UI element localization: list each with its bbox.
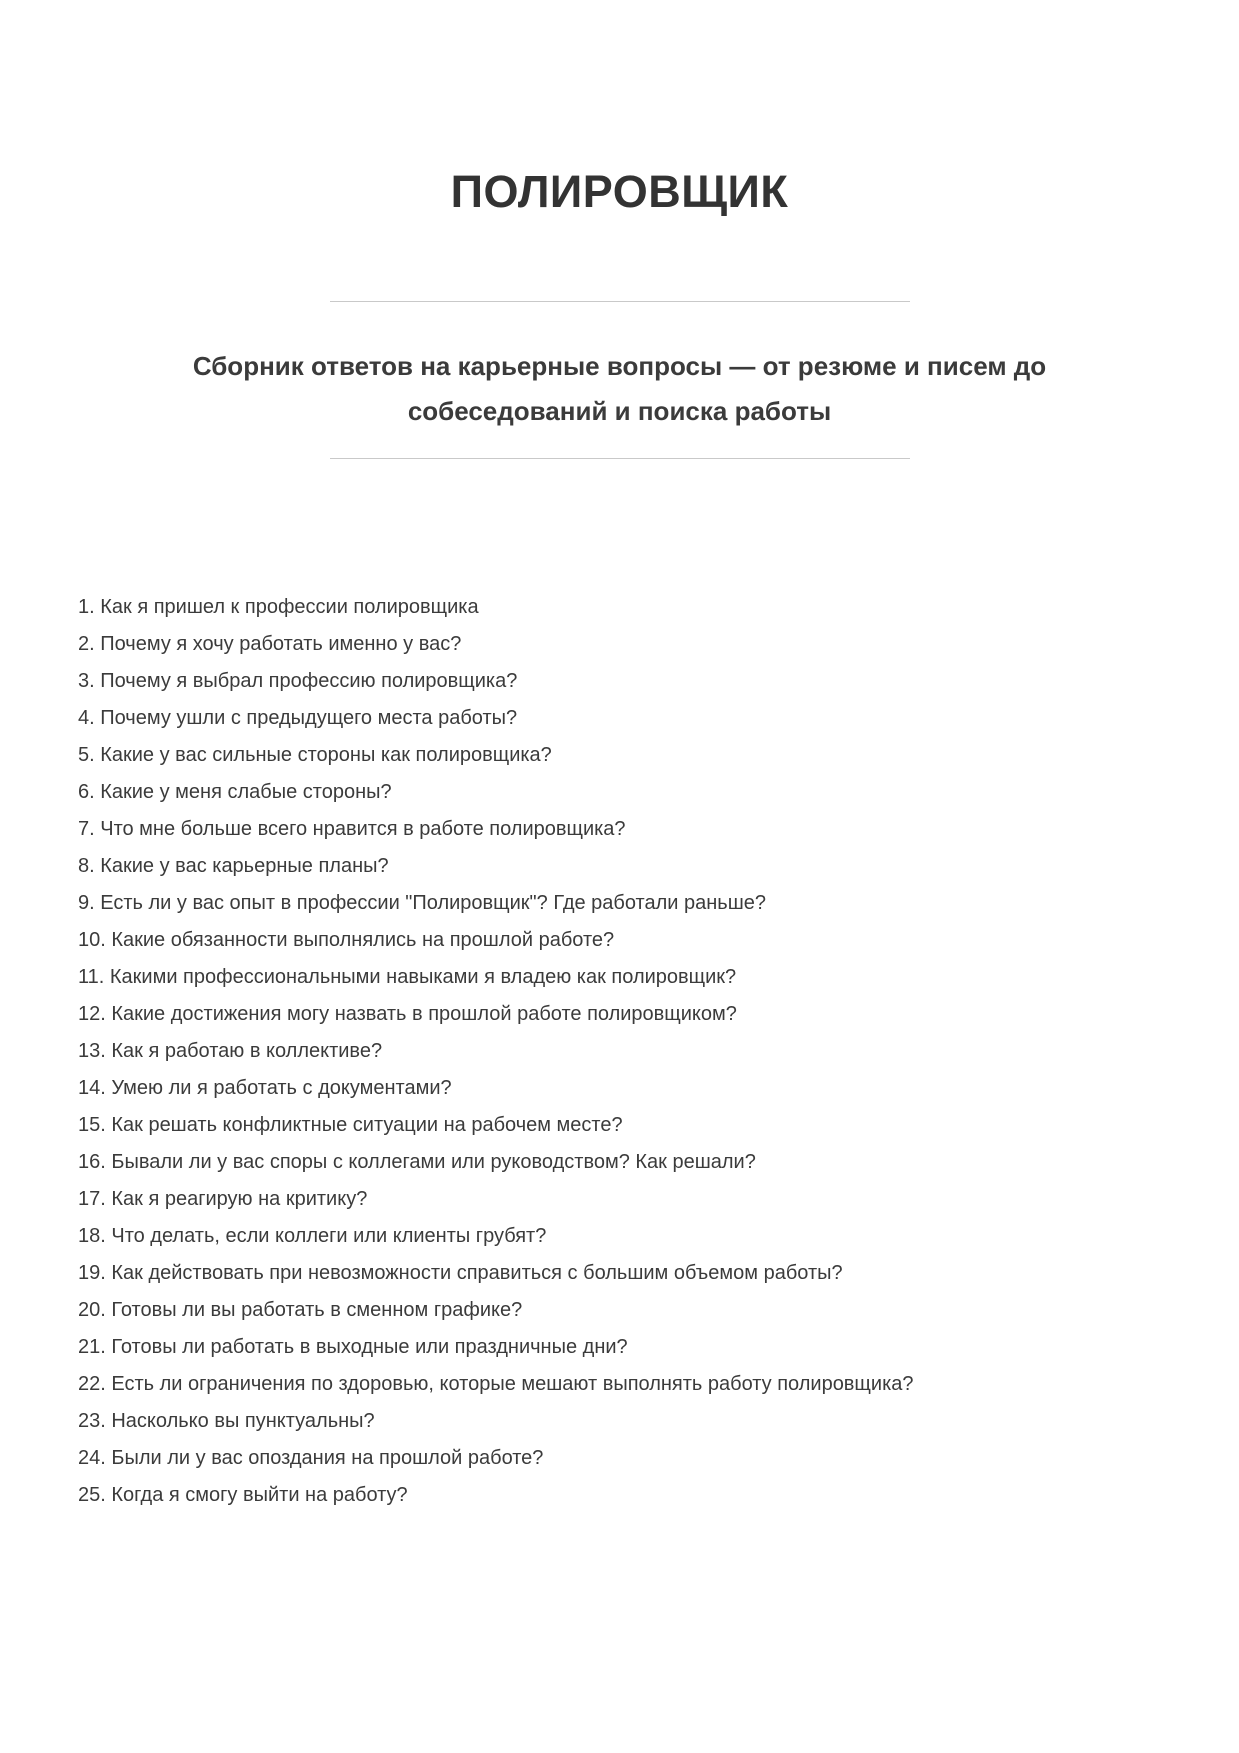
question-item: 21. Готовы ли работать в выходные или праздничные дни? — [78, 1336, 628, 1358]
question-item: 3. Почему я выбрал профессию полировщика? — [78, 670, 518, 692]
question-item: 23. Насколько вы пунктуальны? — [78, 1410, 375, 1432]
question-item: 1. Как я пришел к профессии полировщика — [78, 596, 479, 618]
divider-bottom — [330, 458, 910, 459]
page-subtitle: Сборник ответов на карьерные вопросы — от резюме и писем до собеседований и поиска работы — [192, 351, 1047, 426]
question-item: 17. Как я реагирую на критику? — [78, 1188, 368, 1210]
question-item: 14. Умею ли я работать с документами? — [78, 1077, 452, 1099]
question-item: 20. Готовы ли вы работать в сменном графике? — [78, 1299, 523, 1321]
question-item: 2. Почему я хочу работать именно у вас? — [78, 633, 462, 655]
question-item: 9. Есть ли у вас опыт в профессии "Полировщик"? Где работали раньше? — [78, 892, 767, 914]
question-item: 13. Как я работаю в коллективе? — [78, 1040, 383, 1062]
question-item: 12. Какие достижения могу назвать в прошлой работе полировщиком? — [78, 1003, 737, 1025]
question-item: 10. Какие обязанности выполнялись на прошлой работе? — [78, 929, 615, 951]
question-item: 19. Как действовать при невозможности справиться с большим объемом работы? — [78, 1262, 843, 1284]
question-item: 25. Когда я смогу выйти на работу? — [78, 1484, 408, 1506]
question-item: 16. Бывали ли у вас споры с коллегами или руководством? Как решали? — [78, 1151, 756, 1173]
question-item: 8. Какие у вас карьерные планы? — [78, 855, 389, 877]
divider-top — [330, 301, 910, 302]
question-item: 22. Есть ли ограничения по здоровью, которые мешают выполнять работу полировщика? — [78, 1373, 914, 1395]
question-item: 24. Были ли у вас опоздания на прошлой работе? — [78, 1447, 544, 1469]
question-item: 5. Какие у вас сильные стороны как полировщика? — [78, 744, 552, 766]
question-item: 11. Какими профессиональными навыками я владею как полировщик? — [78, 966, 737, 988]
page-title: ПОЛИРОВЩИК — [450, 166, 789, 217]
question-item: 15. Как решать конфликтные ситуации на рабочем месте? — [78, 1114, 623, 1136]
question-item: 6. Какие у меня слабые стороны? — [78, 781, 392, 803]
question-item: 7. Что мне больше всего нравится в работе полировщика? — [78, 818, 626, 840]
question-item: 4. Почему ушли с предыдущего места работы? — [78, 707, 518, 729]
question-item: 18. Что делать, если коллеги или клиенты грубят? — [78, 1225, 547, 1247]
question-list — [78, 589, 1161, 1514]
